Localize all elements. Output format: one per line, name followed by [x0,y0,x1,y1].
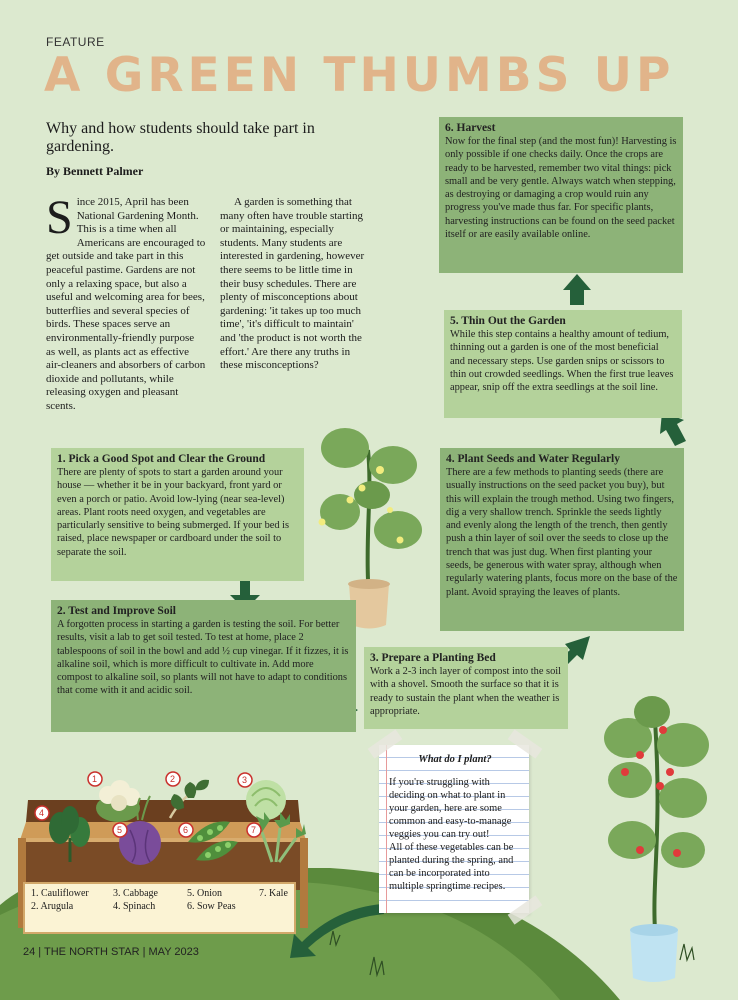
marker-number: 1 [92,774,98,784]
step-body: There are a few methods to planting seeds (there are usually instructions on the seed packet you buy), but this will explain the trough method. Using two fingers, dig a very shallow trench. Sprinkle the seeds lightly and evenly along the length of the trench, then gently push a thin layer of soil over the seeds to close up the trench that was just dug. When first planting your seeds, be generous with water spray, although when regularly watering plants, focus more on the base of the plant. Avoid spraying the leaves of plants. [446,467,678,598]
step-body: A forgotten process in starting a garden is testing the soil. For better results, visit a lab to get soil tested. To test at home, place 2 tablespoons of soil in the bowl and add ½ cup vinegar. If it fizzes, it is alkaline soil, which is more difficult to cultivate in. Add more compost to alkaline soil, so plants will not have to adapt to conditions that come with it and acidic soil. [57,619,349,697]
step-1-box [51,448,304,581]
intro-paragraph-2: A garden is something that many often have trouble starting or maintaining, especially students. Many students are interested in gardening, however there seems to be little time in their busy schedules. There are plenty of misconceptions about gardening: 'it takes up too much time', 'it's difficult to maintain' and 'the product is not worth the effort.' Are there any truths in these misconceptions? [220,196,365,372]
step-body: While this step contains a healthy amount of tedium, thinning out a garden is one of the most beneficial and necessary steps. Use garden snips or scissors to thin out crowded seedlings. When the first true leaves appear, snip off the extra seedlings at the soil line. [450,329,674,394]
arrow-5-to-6 [563,274,591,305]
legend-item: 3. Cabbage [113,888,158,899]
note-paragraph-2: All of these vegetables can be planted during the spring, and can be incorporated into multiple springtime recipes. [389,842,514,892]
subtitle: Why and how students should take part in gardening. [46,120,315,155]
step-3-box [364,647,568,729]
cauliflower-illustration [96,780,140,822]
step-body: Work a 2-3 inch layer of compost into the soil with a shovel. Smooth the surface so that it is ready to sustain the plant when the weather is appropriate. [370,666,562,717]
marker-number: 6 [183,825,189,835]
step-heading: 5. Thin Out the Garden [450,315,566,327]
step-2-box [51,600,356,732]
section-kicker: FEATURE [46,35,105,49]
marker-number: 5 [117,825,123,835]
what-to-plant-note [379,745,529,913]
intro-column-2 [220,196,370,373]
step-heading: 2. Test and Improve Soil [57,605,176,617]
page-title: A GREEN THUMBS UP [44,48,675,103]
legend-item: 7. Kale [259,888,288,899]
step-body: Now for the final step (and the most fun)! Harvesting is only possible if one checks daily. Once the crops are ready to be harvested, remember two vital things: pick small and be very gentle. Always watch when stepping, as destroying or damaging a crop would ruin any progress you've made thus far. For specific plants, harvesting instructions can be found on the seed packet itself or are easily available online. [445,136,677,241]
marker-number: 4 [39,808,45,818]
step-heading: 6. Harvest [445,122,496,134]
step-heading: 1. Pick a Good Spot and Clear the Ground [57,453,266,465]
step-4-box [440,448,684,631]
marker-number: 2 [170,774,176,784]
note-paragraph-1: If you're struggling with deciding on what to plant in your garden, here are some common and easy-to-manage veggies you can try out! [389,777,512,840]
legend-item: 2. Arugula [31,901,74,912]
step-body: There are plenty of spots to start a garden around your house — whether it be in your backyard, front yard or even a porch or patio. Avoid low-lying (near sea-level) areas. Plant roots need oxygen, and vegetables are particularly sensitive to being submerged. If your bed is raised, place newspaper or cardboard under the soil to separate the soil. [57,467,290,558]
page-footer: 24 | THE NORTH STAR | MAY 2023 [23,946,199,958]
legend-item: 4. Spinach [113,901,156,912]
intro-paragraph-1: ince 2015, April has been National Gardening Month. This is a time when all Americans are encouraged to get outside and take part in this peaceful pastime. Gardens are not only a relaxing space, but also a useful and welcoming area for bees, butterflies and several species of birds. These spaces serve an environmentally-friendly purpose as well, as plants act as effective air-cleaners and absorbers of carbon dioxide and pollutants, while releasing oxygen and pleasant scents. [46,196,206,412]
byline: By Bennett Palmer [46,164,144,178]
note-margin-line [386,745,387,913]
flowering-plant [319,428,423,629]
step-6-box [439,117,683,273]
marker-number: 7 [251,825,257,835]
legend-item: 5. Onion [187,888,222,899]
intro-column-1 [46,191,206,424]
drop-cap: S [46,191,73,244]
note-title: What do I plant? [418,754,492,765]
legend-item: 1. Cauliflower [31,888,89,899]
marker-number: 3 [242,775,248,785]
step-5-box [444,310,682,418]
berry-plant [604,696,709,982]
grass-tuft [680,944,694,960]
vegetable-legend [23,882,296,934]
step-heading: 4. Plant Seeds and Water Regularly [446,453,620,465]
legend-item: 6. Sow Peas [187,901,236,912]
step-heading: 3. Prepare a Planting Bed [370,652,496,664]
